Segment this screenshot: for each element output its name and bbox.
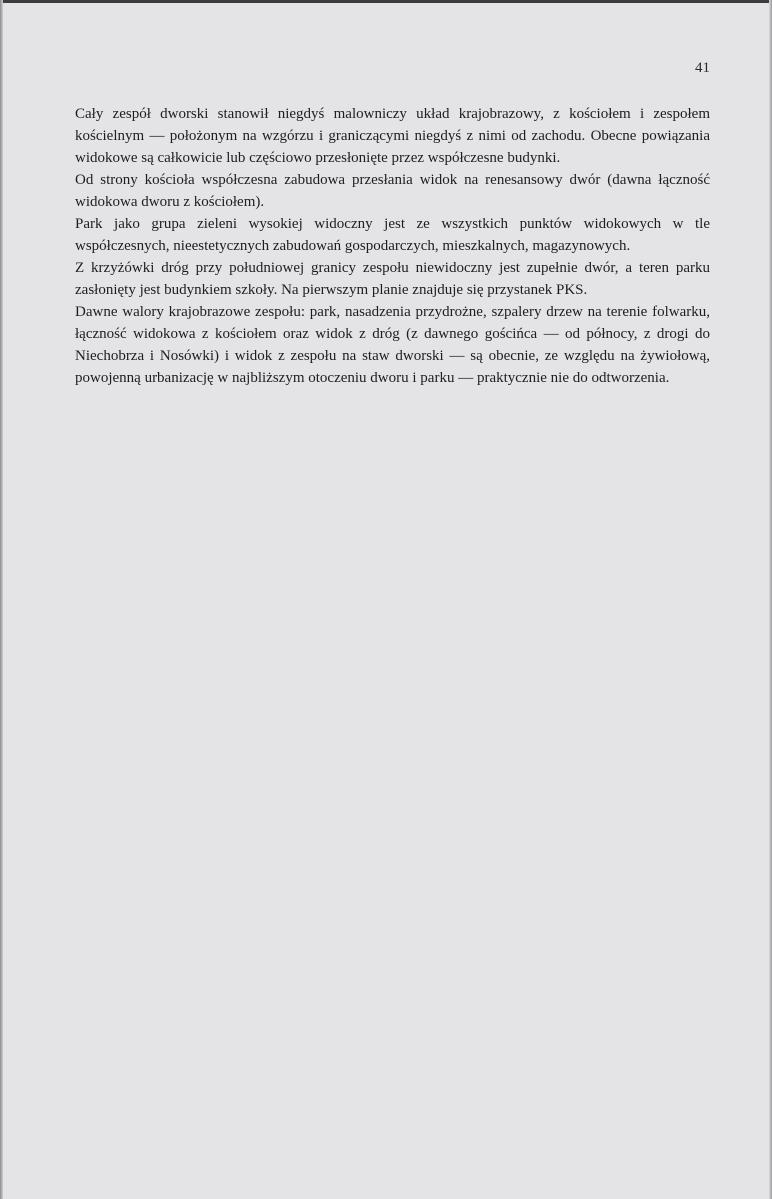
body-text [75, 103, 710, 389]
scan-edge-top [0, 0, 772, 3]
paragraph-2: Od strony kościoła współczesna zabudowa przesłania widok na renesansowy dwór (dawna łączność widokowa dworu z kościołem). [75, 172, 710, 210]
paragraph-4: Z krzyżówki dróg przy południowej granicy zespołu niewidoczny jest zupełnie dwór, a teren parku zasłonięty jest budynkiem szkoły. Na pierwszym planie znajduje się przystanek PKS. [75, 260, 710, 298]
scan-edge-left [0, 0, 3, 1199]
paragraph-5: Dawne walory krajobrazowe zespołu: park, nasadzenia przydrożne, szpalery drzew na terenie folwarku, łączność widokowa z kościołem oraz widok z dróg (z dawnego gościńca — od północy, z drogi do Niechobrza i Nosówki) i widok z zespołu na staw dworski — są obecnie, ze względu na żywiołową, powojenną urbanizację w najbliższym otoczeniu dworu i parku — praktycznie nie do odtworzenia. [75, 304, 710, 386]
paragraph-1: Cały zespół dworski stanowił niegdyś malowniczy układ krajobrazowy, z kościołem i zespołem kościelnym — położonym na wzgórzu i graniczącymi niegdyś z nimi od zachodu. Obecne powiązania widokowe są całkowicie lub częściowo przesłonięte przez współczesne budynki. [75, 106, 710, 166]
paragraph-3: Park jako grupa zieleni wysokiej widoczny jest ze wszystkich punktów widokowych w tle współczesnych, nieestetycznych zabudowań gospodarczych, mieszkalnych, magazynowych. [75, 216, 710, 254]
page-number: 41 [695, 60, 710, 76]
